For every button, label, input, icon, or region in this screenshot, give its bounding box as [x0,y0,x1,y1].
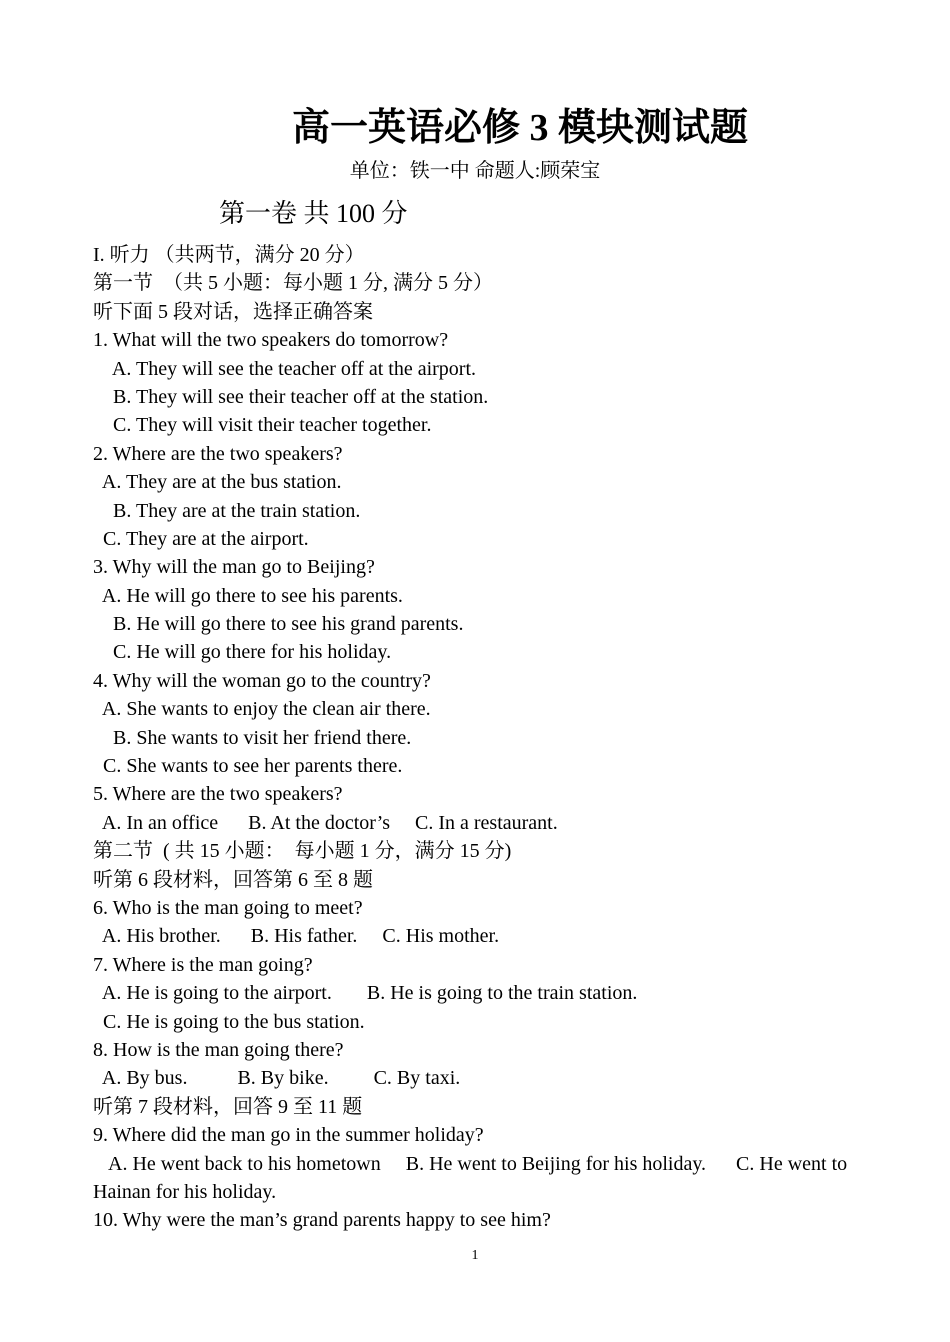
text-line: 1. What will the two speakers do tomorrow? [93,329,449,352]
text-line: B. They will see their teacher off at the station. [93,385,489,408]
text-line: 3. Why will the man go to Beijing? [93,556,375,579]
text-line: A. They are at the bus station. [93,471,342,494]
author-byline: 单位：铁一中 命题人:顾荣宝 [349,160,601,182]
text-line: A. His brother. B. His father. C. His mother. [93,925,500,948]
text-line: C. She wants to see her parents there. [93,755,403,778]
text-line: 4. Why will the woman go to the country? [93,669,431,692]
text-line: A. She wants to enjoy the clean air there. [93,698,431,721]
text-line: C. He is going to the bus station. [93,1010,365,1033]
question-lines [93,241,863,1150]
text-line: B. They are at the train station. [93,499,361,522]
document-title: 高一英语必修 3 模块测试题 [291,107,748,149]
text-line: A. They will see the teacher off at the airport. [93,357,477,380]
text-line: A. He is going to the airport. B. He is going to the train station. [93,982,638,1005]
text-line: 6. Who is the man going to meet? [93,896,363,919]
volume-heading: 第一卷 共 100 分 [219,199,408,228]
text-line: 听下面 5 段对话，选择正确答案 [93,300,373,323]
text-line: 第二节 ( 共 15 小题： 每小题 1 分，满分 15 分) [93,840,512,863]
text-line: 9. Where did the man go in the summer holiday? [93,1124,484,1147]
text-line: B. He will go there to see his grand parents. [93,613,464,636]
text-line: 8. How is the man going there? [93,1038,344,1061]
text-line: 听第 7 段材料，回答 9 至 11 题 [93,1095,363,1118]
text-line: 第一节 （共 5 小题：每小题 1 分, 满分 5 分） [93,272,493,295]
text-line: A. In an office B. At the doctor’s C. In a restaurant. [93,811,558,834]
page-number: 1 [471,1248,479,1263]
text-line: 2. Where are the two speakers? [93,442,343,465]
question-9-options: A. He went back to his hometown B. He went to Beijing for his holiday. C. He went to Hainan for his holiday. [93,1152,853,1203]
document-body [93,241,863,1235]
text-line: I. 听力 （共两节，满分 20 分） [93,244,365,266]
text-line: 听第 6 段材料，回答第 6 至 8 题 [93,868,373,891]
text-line: 5. Where are the two speakers? [93,783,343,806]
text-line: B. She wants to visit her friend there. [93,726,412,749]
text-line: C. They are at the airport. [93,527,309,550]
text-line: A. By bus. B. By bike. C. By taxi. [93,1067,461,1090]
text-line: 7. Where is the man going? [93,953,313,976]
text-line: C. He will go there for his holiday. [93,641,392,664]
text-line: A. He will go there to see his parents. [93,584,403,607]
text-line: C. They will visit their teacher together. [93,414,432,437]
question-10-text: 10. Why were the man’s grand parents happy to see him? [93,1209,551,1232]
